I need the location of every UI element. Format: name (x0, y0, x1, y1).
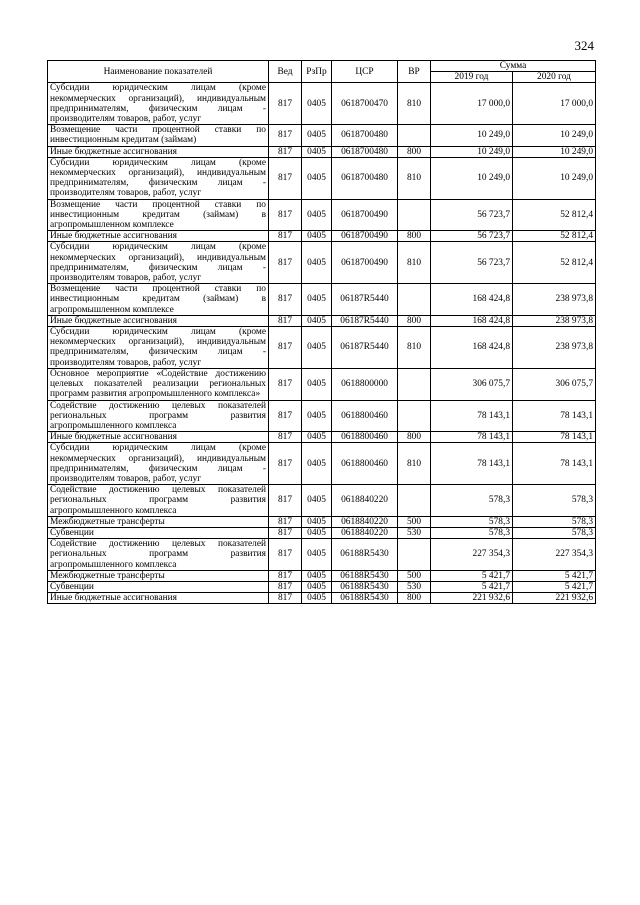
table-row (48, 516, 596, 527)
cell-csr: 0618840220 (332, 485, 398, 517)
table-row (48, 593, 596, 604)
cell-sum-2019: 5 421,7 (431, 570, 513, 581)
cell-name: Иные бюджетные ассигнования (48, 315, 269, 326)
cell-sum-2020: 578,3 (513, 516, 596, 527)
budget-table (47, 60, 596, 604)
header-year-2020: 2020 год (513, 72, 596, 83)
cell-rzpr: 0405 (302, 432, 332, 443)
header-year-2019: 2019 год (431, 72, 513, 83)
cell-vr: 800 (398, 146, 431, 157)
cell-name: Субсидии юридическим лицам (кроме некоммерческих организаций), индивидуальным предпринимателям, физическим лицам - производителям товаров, работ, услуг (48, 327, 269, 369)
cell-sum-2020: 10 249,0 (513, 125, 596, 146)
cell-rzpr: 0405 (302, 199, 332, 231)
cell-name: Основное мероприятие «Содействие достижению целевых показателей реализации региональных программ развития агропромышленного комплекса» (48, 368, 269, 400)
table-row (48, 443, 596, 485)
table-row (48, 157, 596, 199)
cell-sum-2020: 78 143,1 (513, 400, 596, 432)
cell-rzpr: 0405 (302, 146, 332, 157)
cell-vr: 530 (398, 527, 431, 538)
cell-ved: 817 (269, 83, 302, 125)
cell-csr: 06187R5440 (332, 284, 398, 316)
cell-vr: 810 (398, 83, 431, 125)
cell-sum-2019: 56 723,7 (431, 199, 513, 231)
table-header (48, 61, 596, 83)
cell-sum-2019: 56 723,7 (431, 242, 513, 284)
cell-name: Иные бюджетные ассигнования (48, 593, 269, 604)
cell-ved: 817 (269, 315, 302, 326)
cell-csr: 06187R5440 (332, 315, 398, 326)
cell-ved: 817 (269, 231, 302, 242)
table-body (48, 83, 596, 604)
cell-ved: 817 (269, 485, 302, 517)
cell-sum-2019: 5 421,7 (431, 581, 513, 592)
cell-rzpr: 0405 (302, 539, 332, 571)
cell-rzpr: 0405 (302, 593, 332, 604)
cell-sum-2019: 578,3 (431, 516, 513, 527)
cell-sum-2020: 578,3 (513, 527, 596, 538)
table-row (48, 368, 596, 400)
cell-vr (398, 400, 431, 432)
cell-name: Субсидии юридическим лицам (кроме некоммерческих организаций), индивидуальным предпринимателям, физическим лицам - производителям товаров, работ, услуг (48, 83, 269, 125)
cell-sum-2020: 10 249,0 (513, 146, 596, 157)
cell-vr: 800 (398, 593, 431, 604)
cell-ved: 817 (269, 527, 302, 538)
header-sum: Сумма (431, 61, 596, 72)
cell-name: Содействие достижению целевых показателей региональных программ развития агропромышленного комплекса (48, 400, 269, 432)
cell-sum-2019: 168 424,8 (431, 315, 513, 326)
cell-name: Иные бюджетные ассигнования (48, 432, 269, 443)
table-row (48, 400, 596, 432)
cell-sum-2019: 168 424,8 (431, 327, 513, 369)
cell-sum-2020: 10 249,0 (513, 157, 596, 199)
cell-name: Субсидии юридическим лицам (кроме некоммерческих организаций), индивидуальным предпринимателям, физическим лицам - производителям товаров, работ, услуг (48, 242, 269, 284)
cell-sum-2019: 10 249,0 (431, 157, 513, 199)
cell-sum-2019: 10 249,0 (431, 125, 513, 146)
table-row (48, 581, 596, 592)
cell-sum-2020: 238 973,8 (513, 315, 596, 326)
cell-rzpr: 0405 (302, 527, 332, 538)
cell-csr: 06188R5430 (332, 581, 398, 592)
cell-csr: 0618840220 (332, 516, 398, 527)
cell-name: Субвенции (48, 527, 269, 538)
table-row (48, 83, 596, 125)
cell-name: Межбюджетные трансферты (48, 570, 269, 581)
cell-name: Возмещение части процентной ставки по инвестиционным кредитам (займам) (48, 125, 269, 146)
cell-rzpr: 0405 (302, 581, 332, 592)
cell-sum-2019: 227 354,3 (431, 539, 513, 571)
cell-csr: 06187R5440 (332, 327, 398, 369)
cell-sum-2019: 578,3 (431, 485, 513, 517)
cell-csr: 0618800460 (332, 432, 398, 443)
table-row (48, 327, 596, 369)
cell-vr: 810 (398, 242, 431, 284)
cell-rzpr: 0405 (302, 83, 332, 125)
cell-sum-2019: 578,3 (431, 527, 513, 538)
cell-ved: 817 (269, 327, 302, 369)
table-row (48, 485, 596, 517)
cell-sum-2020: 5 421,7 (513, 581, 596, 592)
cell-name: Иные бюджетные ассигнования (48, 146, 269, 157)
cell-vr: 530 (398, 581, 431, 592)
cell-ved: 817 (269, 368, 302, 400)
header-name: Наименование показателей (48, 61, 269, 83)
cell-csr: 0618700490 (332, 231, 398, 242)
cell-sum-2019: 78 143,1 (431, 443, 513, 485)
cell-sum-2020: 578,3 (513, 485, 596, 517)
cell-rzpr: 0405 (302, 125, 332, 146)
cell-sum-2020: 306 075,7 (513, 368, 596, 400)
cell-sum-2020: 17 000,0 (513, 83, 596, 125)
cell-rzpr: 0405 (302, 368, 332, 400)
header-ved: Вед (269, 61, 302, 83)
cell-name: Субсидии юридическим лицам (кроме некоммерческих организаций), индивидуальным предпринимателям, физическим лицам - производителям товаров, работ, услуг (48, 443, 269, 485)
cell-sum-2019: 221 932,6 (431, 593, 513, 604)
cell-ved: 817 (269, 400, 302, 432)
cell-sum-2020: 238 973,8 (513, 327, 596, 369)
cell-ved: 817 (269, 570, 302, 581)
cell-csr: 0618700480 (332, 146, 398, 157)
table-row (48, 570, 596, 581)
table-row (48, 539, 596, 571)
cell-rzpr: 0405 (302, 284, 332, 316)
cell-vr (398, 485, 431, 517)
table-row (48, 146, 596, 157)
cell-ved: 817 (269, 581, 302, 592)
cell-sum-2019: 56 723,7 (431, 231, 513, 242)
cell-sum-2019: 78 143,1 (431, 432, 513, 443)
header-csr: ЦСР (332, 61, 398, 83)
cell-csr: 0618800460 (332, 400, 398, 432)
cell-name: Содействие достижению целевых показателей региональных программ развития агропромышленного комплекса (48, 485, 269, 517)
cell-vr: 500 (398, 570, 431, 581)
cell-ved: 817 (269, 157, 302, 199)
cell-sum-2019: 168 424,8 (431, 284, 513, 316)
cell-ved: 817 (269, 284, 302, 316)
cell-sum-2020: 5 421,7 (513, 570, 596, 581)
table-row (48, 432, 596, 443)
cell-sum-2019: 306 075,7 (431, 368, 513, 400)
cell-ved: 817 (269, 443, 302, 485)
cell-csr: 0618700490 (332, 242, 398, 284)
cell-rzpr: 0405 (302, 157, 332, 199)
table-row (48, 242, 596, 284)
cell-rzpr: 0405 (302, 516, 332, 527)
cell-vr (398, 368, 431, 400)
cell-sum-2020: 78 143,1 (513, 443, 596, 485)
cell-ved: 817 (269, 146, 302, 157)
header-rzpr: РзПр (302, 61, 332, 83)
cell-name: Субвенции (48, 581, 269, 592)
cell-name: Межбюджетные трансферты (48, 516, 269, 527)
table-row (48, 199, 596, 231)
table-row (48, 125, 596, 146)
cell-ved: 817 (269, 593, 302, 604)
cell-csr: 06188R5430 (332, 593, 398, 604)
table-row (48, 284, 596, 316)
cell-name: Возмещение части процентной ставки по инвестиционным кредитам (займам) в агропромышленном комплексе (48, 284, 269, 316)
cell-vr: 810 (398, 157, 431, 199)
cell-vr (398, 284, 431, 316)
cell-csr: 06188R5430 (332, 570, 398, 581)
cell-rzpr: 0405 (302, 443, 332, 485)
cell-sum-2020: 52 812,4 (513, 242, 596, 284)
cell-ved: 817 (269, 242, 302, 284)
cell-vr: 800 (398, 231, 431, 242)
cell-ved: 817 (269, 199, 302, 231)
cell-rzpr: 0405 (302, 327, 332, 369)
cell-name: Возмещение части процентной ставки по инвестиционным кредитам (займам) в агропромышленном комплексе (48, 199, 269, 231)
cell-rzpr: 0405 (302, 570, 332, 581)
cell-sum-2020: 227 354,3 (513, 539, 596, 571)
cell-name: Субсидии юридическим лицам (кроме некоммерческих организаций), индивидуальным предпринимателям, физическим лицам - производителям товаров, работ, услуг (48, 157, 269, 199)
cell-vr: 500 (398, 516, 431, 527)
cell-csr: 0618800000 (332, 368, 398, 400)
cell-rzpr: 0405 (302, 315, 332, 326)
cell-vr: 800 (398, 315, 431, 326)
cell-sum-2020: 52 812,4 (513, 231, 596, 242)
cell-vr (398, 125, 431, 146)
cell-csr: 0618700470 (332, 83, 398, 125)
cell-rzpr: 0405 (302, 400, 332, 432)
cell-ved: 817 (269, 125, 302, 146)
cell-sum-2020: 221 932,6 (513, 593, 596, 604)
cell-rzpr: 0405 (302, 242, 332, 284)
cell-csr: 0618700480 (332, 157, 398, 199)
cell-vr: 800 (398, 432, 431, 443)
cell-sum-2019: 10 249,0 (431, 146, 513, 157)
cell-vr: 810 (398, 443, 431, 485)
table-row (48, 231, 596, 242)
cell-sum-2020: 78 143,1 (513, 432, 596, 443)
cell-ved: 817 (269, 539, 302, 571)
cell-vr: 810 (398, 327, 431, 369)
cell-rzpr: 0405 (302, 485, 332, 517)
cell-vr (398, 199, 431, 231)
cell-sum-2020: 238 973,8 (513, 284, 596, 316)
cell-name: Содействие достижению целевых показателей региональных программ развития агропромышленного комплекса (48, 539, 269, 571)
cell-csr: 06188R5430 (332, 539, 398, 571)
cell-ved: 817 (269, 516, 302, 527)
page-number: 324 (574, 38, 594, 53)
cell-ved: 817 (269, 432, 302, 443)
cell-csr: 0618700480 (332, 125, 398, 146)
cell-sum-2019: 17 000,0 (431, 83, 513, 125)
table-row (48, 315, 596, 326)
table-row (48, 527, 596, 538)
cell-rzpr: 0405 (302, 231, 332, 242)
cell-csr: 0618840220 (332, 527, 398, 538)
cell-csr: 0618700490 (332, 199, 398, 231)
header-vr: ВР (398, 61, 431, 83)
cell-name: Иные бюджетные ассигнования (48, 231, 269, 242)
cell-csr: 0618800460 (332, 443, 398, 485)
cell-vr (398, 539, 431, 571)
cell-sum-2019: 78 143,1 (431, 400, 513, 432)
cell-sum-2020: 52 812,4 (513, 199, 596, 231)
